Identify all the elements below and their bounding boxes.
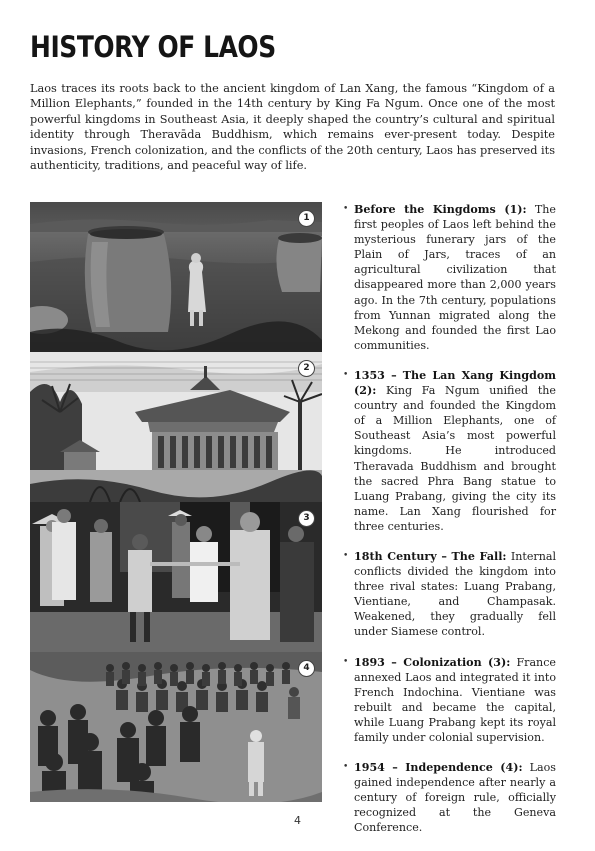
timeline-heading: Before the Kingdoms (1): [354, 203, 527, 216]
photo-independence [30, 652, 322, 802]
photo-plain-of-jars [30, 202, 322, 352]
photo-badge: 4 [298, 660, 315, 677]
photo-badge: 2 [298, 360, 315, 377]
timeline-text: France annexed Laos and integrated it into French Indochina. Vientiane was rebuilt and became the capital, while Luang Prabang kept its royal family under colonial supervision. [354, 655, 556, 744]
history-timeline [343, 202, 556, 851]
timeline-heading: 18th Century – The Fall: [354, 549, 507, 563]
timeline-heading: 1353 – The Lan Xang Kingdom (2): [354, 368, 556, 398]
timeline-item-colonization [343, 655, 556, 746]
photo-lan-xang-temple [30, 352, 322, 502]
colonial-scene-image [30, 502, 322, 652]
timeline-text: Laos gained independence after nearly a century of foreign rule, officially recognized at the Geneva Conference. [354, 761, 556, 835]
timeline-text: King Fa Ngum unified the country and founded the Kingdom of a Million Elephants, one of Southeast Asia’s most powerful kingdoms. He introduced Theravada Buddhism and brought the sacred Phra Bang statue to Luang Prabang, giving the city its name. Lan Xang flourished for three centuries. [354, 384, 556, 533]
plain-of-jars-image [30, 202, 322, 352]
timeline-item-lan-xang [343, 368, 556, 534]
photo-badge: 1 [298, 210, 315, 227]
soldiers-march-image [30, 652, 322, 802]
timeline-text: Internal conflicts divided the kingdom into three rival states: Luang Prabang, Vientiane, and Champasak. Weakened, they gradually fell under Siamese control. [354, 549, 556, 639]
page-number: 4 [294, 814, 301, 827]
timeline-heading: 1954 – Independence (4): [354, 761, 523, 775]
intro-paragraph: Laos traces its roots back to the ancient kingdom of Lan Xang, the famous “Kingdom of a Million Elephants,” founded in the 14th century by King Fa Ngum. Once one of the most powerful kingdoms in Southeast Asia, it deeply shaped the country’s cultural and spiritual identity through Theravāda Buddhism, which remains ever-present today. Despite invasions, French colonization, and the conflicts of the 20th century, Laos has preserved its authenticity, traditions, and peaceful way of life. [30, 82, 556, 173]
photo-badge: 3 [298, 510, 315, 527]
photo-column [30, 202, 322, 802]
photo-colonization [30, 502, 322, 652]
timeline-item-the-fall [343, 549, 556, 640]
timeline-item-before-kingdoms [343, 202, 556, 353]
timeline-heading: 1893 – Colonization (3): [354, 655, 511, 669]
temple-engraving-image [30, 352, 322, 502]
page-title: HISTORY OF LAOS [30, 30, 276, 64]
timeline-text: The first peoples of Laos left behind the mysterious funerary jars of the Plain of Jars, traces of an agricultural civilization that disappeared more than 2,000 years ago. In the 7th century, populations from Yunnan migrated along the Mekong and founded the first Lao communities. [354, 203, 556, 352]
